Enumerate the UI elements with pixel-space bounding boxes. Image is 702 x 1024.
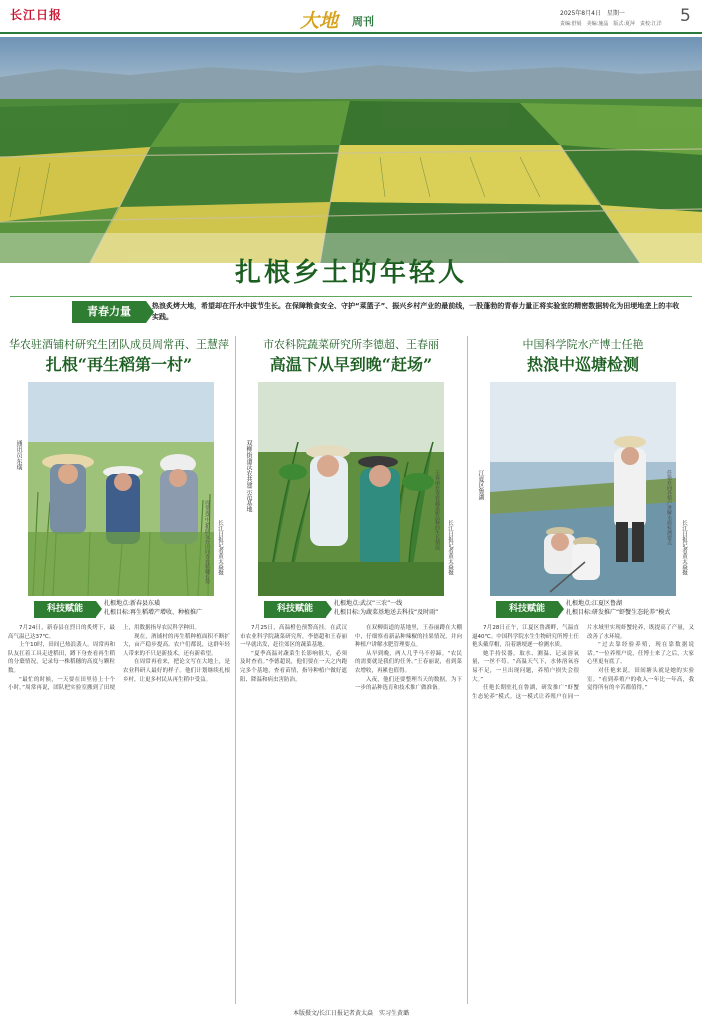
column-3-tagline: 中国科学院水产博士任艳 (522, 338, 644, 351)
column-2-badge-arrow (326, 601, 332, 617)
column-3-title: 热浪中巡塘检测 (526, 355, 639, 374)
main-headline: 扎根乡土的年轻人 (234, 258, 467, 288)
column-2-photo-caption: 王春丽在查看蔬菜新品种的生长情况 (434, 470, 440, 550)
column-separator (467, 336, 468, 1004)
column-2-paragraph: 在双柳街道的基地里，王春丽蹲在大棚中，仔细察看新品种辣椒的挂果情况，并向种植户讲解水肥管理要点。 (355, 625, 462, 649)
column-1-paragraph: 现在，酒铺村的再生稻种植面积不断扩大，亩产稳步提高。农户们都说，这群年轻人带来的不只是新技术，还有新希望。 (123, 633, 230, 657)
column-1-paragraph: 在周常再看来，把论文写在大地上，是农业科研人最好的样子。他们计划继续扎根乡村，让更多村民从再生稻中受益。 (123, 659, 230, 683)
column-3-paragraph: 任艳长期驻扎在鲁湖，研发推广“虾蟹生态轮养”模式。这一模式让养殖户在同一片水域里实现虾蟹轮养，既提高了产量，又改善了水环境。 (472, 625, 694, 700)
column-3-goal: 扎根目标:研发推广“虾蟹生态轮养”模式 (566, 609, 671, 616)
column-1-title: 扎根“再生稻第一村” (45, 355, 193, 374)
column-separator (235, 336, 236, 1004)
newspaper-brand: 长江日报 (10, 8, 63, 22)
column-2-tagline: 市农科院蔬菜研究所李德超、王春丽 (263, 338, 439, 351)
section-tag: 青春力量 (72, 301, 146, 323)
divider-line (10, 296, 692, 297)
column-2-goal: 扎根目标:为蔬菜基地送去科技“及时雨” (334, 609, 439, 616)
column-1-correspondent: 通讯员东璜 (15, 440, 22, 470)
column-3-correspondent: 江夏区鲁湖 (477, 470, 484, 500)
column-1-reporter-credit: 长江日报记者黄太焱摄 (217, 520, 223, 575)
column-3-paragraph: 7月28日正午，江夏区鲁湖畔，气温直逼40℃。中国科学院水生生物研究所博士任艳头戴草帽，沿着塘埂逐一检测水质。 (472, 625, 579, 649)
column-2-body (240, 624, 462, 1004)
column-2-paragraph: “夏季高温对蔬菜生长影响很大，必须及时查看。”李德超说，他们要在一天之内跑完多个基地，查看苗情，指导种植户做好遮阳、降温和病虫害防治。 (240, 650, 347, 683)
hero-aerial-photo (0, 37, 702, 263)
intro-text: 热浪炙烤大地，希望却在汗水中拔节生长。在保障粮食安全、守护“菜篮子”、振兴乡村产业的最前线，一股蓬勃的青春力量正将实验室的精密数据转化为田埂地垄上的丰收实践。 (152, 302, 680, 321)
column-3-photo (490, 382, 676, 596)
column-3-paragraph: 对任艳来说，田间塘头就是她的实验室。“看到养殖户的收入一年比一年高，我觉得所有的辛苦都值得。” (587, 667, 694, 692)
column-2-paragraph: 入夜，他们还要整理当天的数据，为下一步的品种选育和技术推广做准备。 (355, 676, 462, 692)
column-3-location: 扎根地点:江夏区鲁湖 (566, 600, 623, 607)
column-3-photo-caption: 任艳在向养殖户讲解水质检测要点 (666, 470, 672, 545)
page-footer: 本版摄文/长江日报记者黄太焱 实习生黄璐 (292, 1010, 410, 1017)
column-3-badge-arrow (558, 601, 564, 617)
column-3-tech-badge: 科技赋能 (496, 601, 558, 618)
column-2-photo (258, 382, 444, 596)
masthead (0, 0, 702, 34)
column-2-title: 高温下从早到晚“赶场” (269, 355, 433, 374)
column-1-tech-badge: 科技赋能 (34, 601, 96, 618)
column-3-body (472, 624, 694, 1004)
column-3-reporter-credit: 长江日报记者黄太焱摄 (681, 520, 687, 575)
column-1-photo (28, 382, 214, 596)
column-1-photo-caption: 周常再(中)和队友在田间查看稻穗长势 (204, 500, 210, 584)
column-1-location: 扎根地点:新春县东璜 (104, 600, 161, 607)
column-2-tech-badge: 科技赋能 (264, 601, 326, 618)
column-name: 大地 (300, 10, 339, 32)
column-1-body (8, 624, 230, 1004)
column-2-paragraph: 从早到晚，两人几乎马不停蹄。“农民的需要就是我们的任务。”王春丽说，看到菜农增收，再累也值得。 (355, 650, 462, 674)
column-2-paragraph: 7月25日，高温橙色预警高挂。在武汉市农业科学院蔬菜研究所，李德超和王春丽一早就出发，赶往郊区的蔬菜基地。 (240, 625, 347, 649)
column-2-correspondent: 双柳街道沃农共建示范基地 (245, 440, 252, 512)
publication-date: 2025年8月4日 星期一 (560, 10, 625, 17)
column-1-paragraph: 上午10时，田间已热浪袭人。周常再和队友扛着工具走进稻田，蹲下身查看再生稻的分蘖情况，记录每一株稻穗的高度与颗粒数。 (8, 642, 115, 674)
column-1-paragraph: “最忙的时候，一天要在田里待上十个小时。”周常再说，团队把实验室搬到了田埂上，用数据指导农民科学种田。 (8, 625, 201, 692)
column-3-paragraph: “过去靠经验养殖，现在靠数据说话。”一位养殖户说，任博士来了之后，大家心里更有底了。 (587, 642, 694, 666)
column-3-paragraph: 她手持仪器，取水、测温、记录溶氧量，一丝不苟。“高温天气下，水体溶氧容易不足，一旦出现问题，养殖户损失会很大。” (472, 650, 579, 683)
column-1-paragraph: 7月24日，新春县在烈日的炙烤下，最高气温已达37℃。 (8, 625, 115, 640)
column-1-tagline: 华农驻酒铺村研究生团队成员周常再、王慧萍 (9, 338, 229, 351)
column-2-location: 扎根地点:武汉“三农”一线 (334, 600, 403, 607)
column-subtitle: 周刊 (352, 15, 374, 28)
column-1-badge-arrow (96, 601, 102, 617)
column-2-reporter-credit: 长江日报记者黄太焱摄 (447, 520, 453, 575)
editor-credits: 责编:舒展 美编:施晶 版式:夏萍 责校:江洋 (560, 21, 662, 27)
column-1-goal: 扎根目标:再生稻增产增收、种植推广 (104, 609, 203, 616)
page-number: 5 (680, 6, 691, 26)
